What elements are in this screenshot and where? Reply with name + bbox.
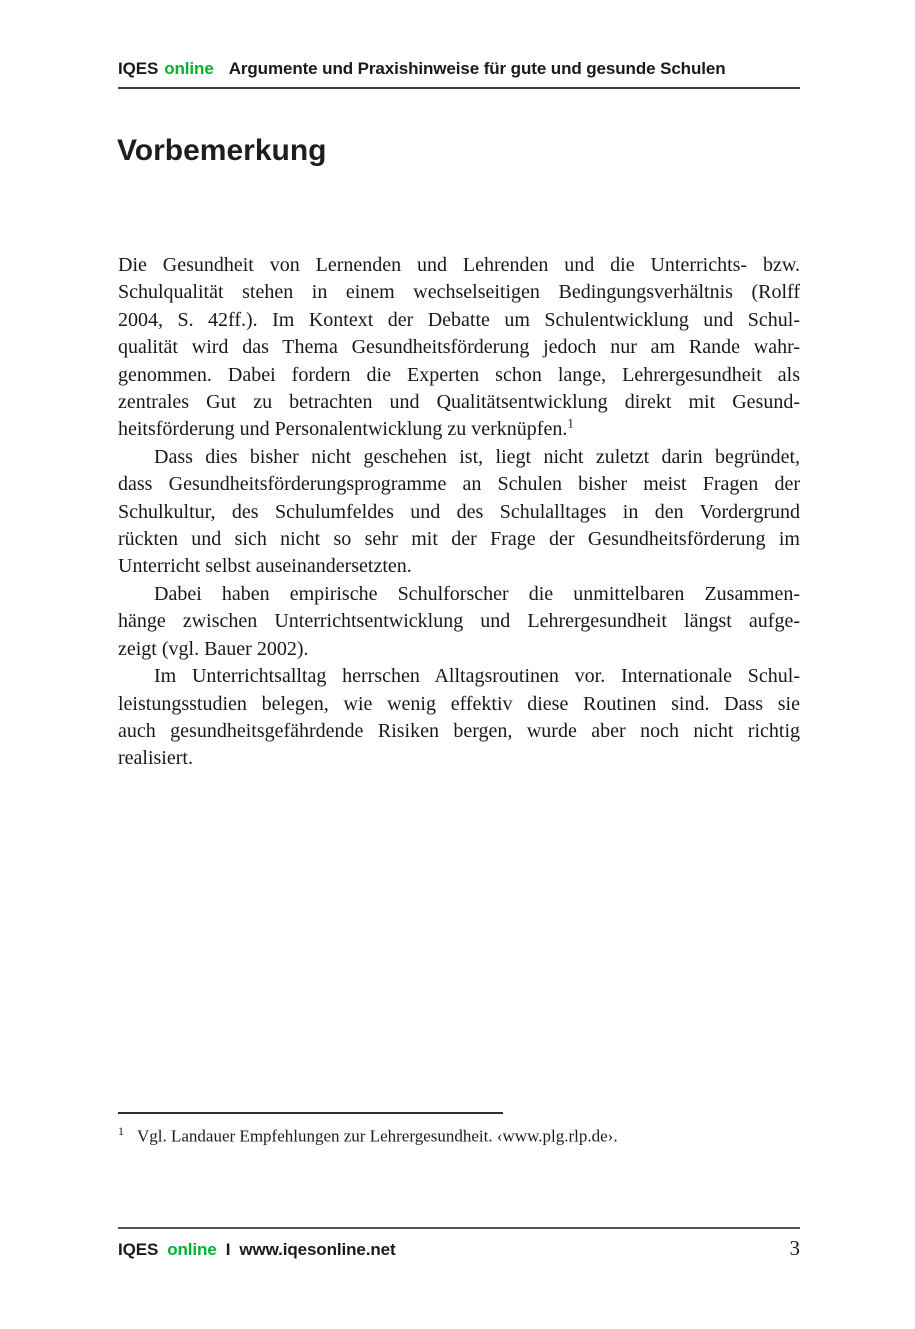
body-line [118,334,800,361]
body-text [118,252,800,773]
body-line [118,718,800,745]
body-line-text: hänge zwischen Unterrichtsentwicklung und Lehrergesundheit längst aufge- [118,610,800,633]
body-line [118,362,800,389]
header-brand [118,59,214,79]
body-line [118,526,800,553]
footer-separator: I [225,1240,231,1259]
header-subtitle: Argumente und Praxishinweise für gute und gesunde Schulen [228,59,726,78]
brand-iqes: IQES [118,59,159,78]
footer-brand [118,1240,396,1260]
body-line [118,307,800,334]
footnote-text: Vgl. Landauer Empfehlungen zur Lehrergesundheit. ‹www.plg.rlp.de›. [137,1126,618,1146]
body-line [118,252,800,279]
body-line [118,745,800,772]
body-line-text: zentrales Gut zu betrachten und Qualitätsentwicklung direkt mit Gesund- [118,391,800,414]
body-line-text: genommen. Dabei fordern die Experten schon lange, Lehrergesundheit als [118,363,800,386]
body-line-text: auch gesundheitsgefährdende Risiken bergen, wurde aber noch nicht richtig [118,719,800,742]
body-line-text: dass Gesundheitsförderungsprogramme an Schulen bisher meist Fragen der [118,473,800,496]
footnote-marker: 1 [118,1124,124,1138]
body-line [118,389,800,416]
footnote [118,1124,800,1147]
footer-brand-online: online [167,1240,217,1259]
body-line [118,553,800,580]
body-line [118,279,800,306]
body-line [118,471,800,498]
body-line [118,636,800,663]
footnote-reference: 1 [567,415,574,431]
body-line-text: rückten und sich nicht so sehr mit der Frage der Gesundheitsförderung im [118,528,800,551]
body-line-text: Die Gesundheit von Lernenden und Lehrenden und die Unterrichts- bzw. [118,254,800,276]
footer-brand-iqes: IQES [118,1240,159,1259]
body-line-text: realisiert. [118,747,193,770]
body-line-text: heitsförderung und Personalentwicklung zu verknüpfen. [118,418,568,441]
body-line [118,444,800,471]
footer-url: www.iqesonline.net [239,1240,396,1259]
body-line [118,608,800,635]
body-line [118,691,800,718]
body-line [118,499,800,526]
body-line-text: leistungsstudien belegen, wie wenig effektiv diese Routinen sind. Dass sie [118,692,800,715]
body-line-text: 2004, S. 42ff.). Im Kontext der Debatte um Schulentwicklung und Schul- [118,308,800,331]
page-title: Vorbemerkung [117,134,327,167]
body-line-text: qualität wird das Thema Gesundheitsförderung jedoch nur am Rande wahr- [118,336,800,359]
body-line-text: Im Unterrichtsalltag herrschen Alltagsroutinen vor. Internationale Schul- [154,665,800,688]
body-line [118,663,800,690]
body-line [118,581,800,608]
body-line-text: Dass dies bisher nicht geschehen ist, liegt nicht zuletzt darin begründet, [154,445,800,468]
body-line-text: Schulqualität stehen in einem wechselseitigen Bedingungsverhältnis (Rolff [118,281,800,304]
page-header [118,59,800,89]
body-line-text: Dabei haben empirische Schulforscher die unmittelbaren Zusammen- [154,582,800,605]
body-line [118,416,800,443]
footnote-rule [118,1112,503,1114]
body-line-text: zeigt (vgl. Bauer 2002). [118,637,309,660]
body-line-text: Unterricht selbst auseinandersetzten. [118,555,412,578]
page-number: 3 [789,1236,800,1260]
body-line-text: Schulkultur, des Schulumfeldes und des Schulalltages in den Vordergrund [118,500,800,523]
page-footer [118,1227,800,1261]
brand-online: online [164,59,214,78]
